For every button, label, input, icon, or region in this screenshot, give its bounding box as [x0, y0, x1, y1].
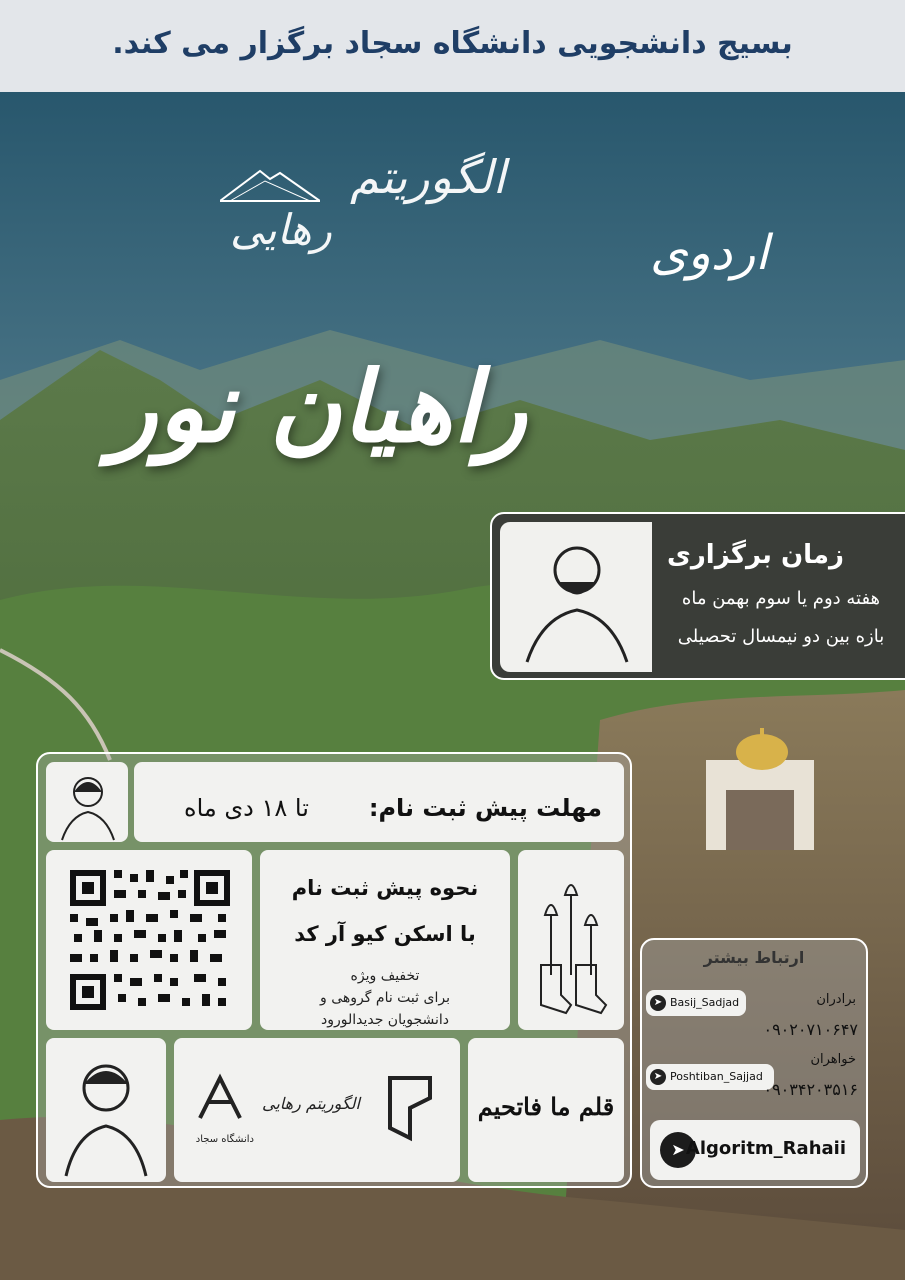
howto-cell	[260, 850, 510, 1030]
tulip-boots-icon	[521, 855, 621, 1025]
telegram-channel[interactable]	[650, 1120, 860, 1180]
algorithm-logo: الگوریتم رهایی	[262, 1094, 360, 1113]
deadline-value: تا ۱۸ دی ماه	[184, 794, 309, 822]
time-title: زمان برگزاری	[666, 540, 844, 570]
logos-cell	[174, 1038, 460, 1182]
channel-name: Algoritm_Rahaii	[685, 1138, 846, 1159]
title-rahaei: رهایی	[230, 205, 332, 254]
howto-line-2: با اسکن کیو آر کد	[294, 922, 476, 946]
sisters-phone[interactable]: ۰۹۰۳۴۲۰۳۵۱۶	[763, 1080, 858, 1099]
discount-line-1: تخفیف ویژه	[350, 968, 420, 984]
telegram-icon: ➤	[650, 1069, 666, 1085]
header-banner	[0, 0, 905, 92]
contact-title: ارتباط بیشتر	[703, 948, 805, 967]
telegram-icon: ➤	[660, 1132, 696, 1168]
university-label: دانشگاه سجاد	[195, 1134, 254, 1145]
motto-text: قلم ما فاتحیم	[477, 1092, 615, 1121]
brothers-phone[interactable]: ۰۹۰۲۰۷۱۰۶۴۷	[763, 1020, 858, 1039]
brothers-label: برادران	[816, 992, 856, 1007]
title-urdu: اردوی	[650, 225, 769, 281]
basij-logo	[380, 1068, 440, 1148]
time-line-2: بازه بین دو نیمسال تحصیلی	[677, 626, 885, 647]
discount-line-2: برای ثبت نام گروهی و	[320, 990, 450, 1006]
title-main: راهیان نور	[110, 350, 527, 465]
contact-panel	[640, 938, 868, 1188]
mountain-icon	[220, 165, 320, 205]
discount-line-3: دانشجویان جدیدالورود	[320, 1012, 450, 1028]
qr-code[interactable]	[70, 870, 230, 1010]
deadline-label: مهلت پیش ثبت نام:	[368, 794, 602, 822]
banner-text: بسیج دانشجویی دانشگاه سجاد برگزار می کند.	[112, 26, 793, 61]
sisters-label: خواهران	[810, 1052, 856, 1067]
deadline-row	[134, 762, 624, 842]
telegram-icon: ➤	[650, 995, 666, 1011]
sisters-handle[interactable]: ➤ Poshtiban_Sajjad	[646, 1064, 774, 1090]
time-line-1: هفته دوم یا سوم بهمن ماه	[681, 588, 881, 609]
time-panel	[490, 512, 905, 680]
portrait-icon	[46, 1038, 166, 1182]
title-algorithm: الگوریتم	[350, 150, 506, 204]
portrait-icon	[46, 762, 128, 842]
motto-cell	[468, 1038, 624, 1182]
registration-card	[36, 752, 632, 1188]
tulip-boots-cell	[518, 850, 624, 1030]
brothers-handle[interactable]: ➤ Basij_Sadjad	[646, 990, 746, 1016]
howto-line-1: نحوه پیش ثبت نام	[291, 876, 479, 900]
university-logo	[190, 1068, 250, 1128]
portrait-icon	[500, 522, 652, 672]
qr-code-cell[interactable]	[46, 850, 252, 1030]
